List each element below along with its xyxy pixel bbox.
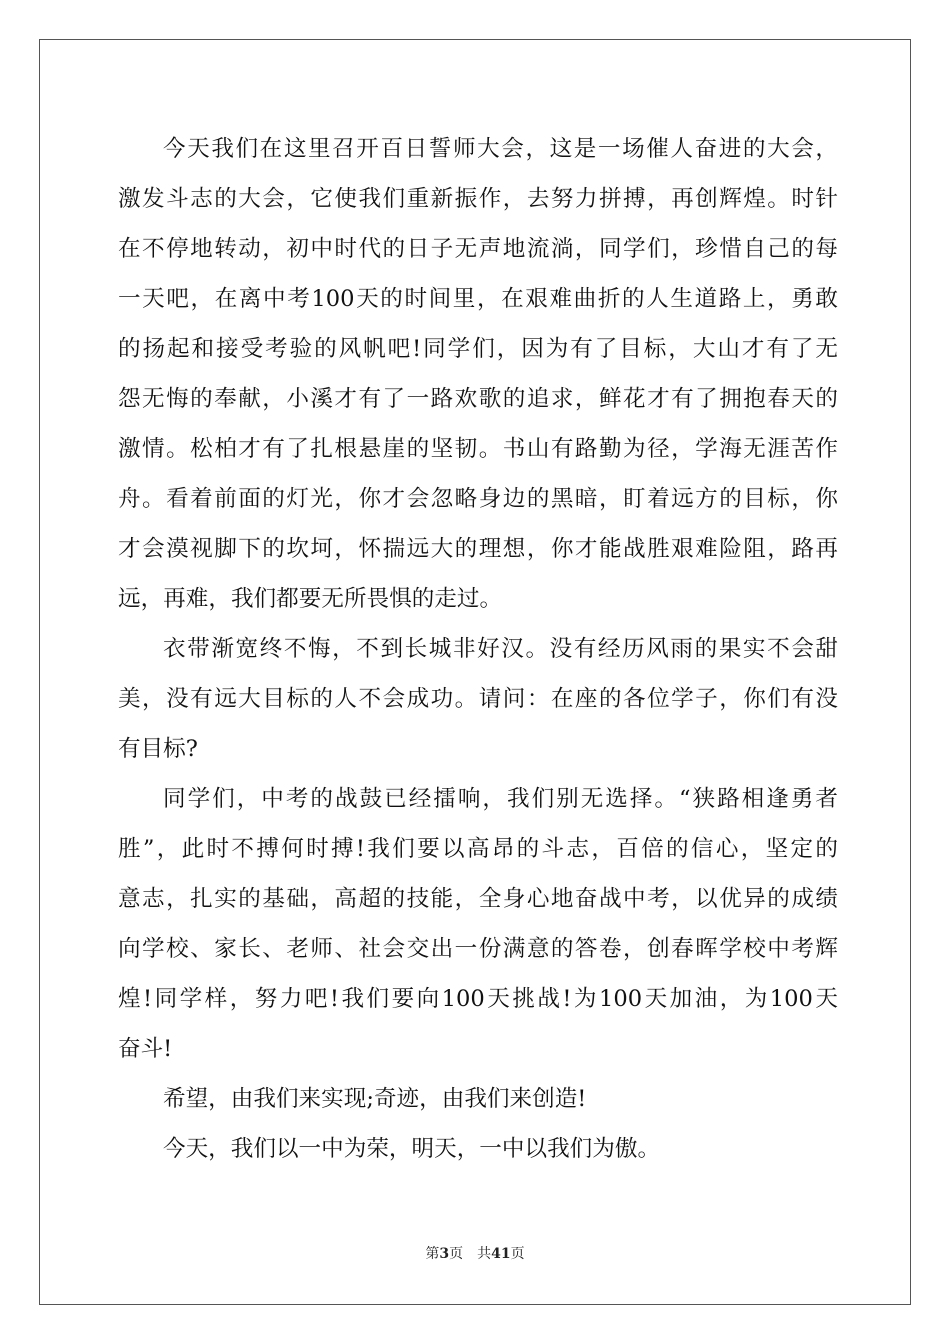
paragraph-1-line-9: 才会漠视脚下的坎坷，怀揣远大的理想，你才能战胜艰难险阻，路再 xyxy=(118,536,838,562)
paragraph-1-line-10: 远，再难，我们都要无所畏惧的走过。 xyxy=(118,586,503,612)
page-footer xyxy=(0,1244,950,1264)
footer-total-pages: 41 xyxy=(491,1246,511,1262)
paragraph-3-line-5: 煌!同学样，努力吧!我们要向100天挑战!为100天加油，为100天 xyxy=(118,986,838,1012)
paragraph-3-line-6: 奋斗! xyxy=(118,1036,173,1062)
paragraph-3-line-2: 胜”，此时不搏何时搏!我们要以高昂的斗志，百倍的信心，坚定的 xyxy=(118,836,838,862)
paragraph-2-line-3: 有目标? xyxy=(118,736,198,762)
paragraph-1-line-3: 在不停地转动，初中时代的日子无声地流淌，同学们，珍惜自己的每 xyxy=(118,236,838,262)
footer-total-suffix: 页 xyxy=(510,1246,525,1262)
paragraph-1-line-8: 舟。看着前面的灯光，你才会忽略身边的黑暗，盯着远方的目标，你 xyxy=(118,486,838,512)
page-border xyxy=(39,39,911,1305)
paragraph-3-line-1: 同学们，中考的战鼓已经擂响，我们别无选择。“狭路相逢勇者 xyxy=(163,786,838,812)
footer-total-prefix: 共 xyxy=(477,1246,492,1262)
paragraph-1-line-6: 怨无悔的奉献，小溪才有了一路欢歌的追求，鲜花才有了拥抱春天的 xyxy=(118,386,838,412)
footer-page-suffix: 页 xyxy=(449,1246,464,1262)
footer-page-number: 3 xyxy=(439,1246,450,1262)
paragraph-1-line-2: 激发斗志的大会，它使我们重新振作，去努力拼搏，再创辉煌。时针 xyxy=(118,186,838,212)
paragraph-1-line-4: 一天吧，在离中考100天的时间里，在艰难曲折的人生道路上，勇敢 xyxy=(118,286,838,312)
paragraph-1-line-1: 今天我们在这里召开百日誓师大会，这是一场催人奋进的大会， xyxy=(163,136,838,162)
paragraph-3-line-3: 意志，扎实的基础，高超的技能，全身心地奋战中考，以优异的成绩 xyxy=(118,886,838,912)
footer-prefix: 第 xyxy=(425,1246,440,1262)
paragraph-5-line-1: 今天，我们以一中为荣，明天，一中以我们为傲。 xyxy=(163,1136,661,1162)
paragraph-1-line-5: 的扬起和接受考验的风帆吧!同学们，因为有了目标，大山才有了无 xyxy=(118,336,838,362)
paragraph-1-line-7: 激情。松柏才有了扎根悬崖的坚韧。书山有路勤为径，学海无涯苦作 xyxy=(118,436,838,462)
paragraph-4-line-1: 希望，由我们来实现;奇迹，由我们来创造! xyxy=(163,1086,587,1112)
paragraph-3-line-4: 向学校、家长、老师、社会交出一份满意的答卷，创春晖学校中考辉 xyxy=(118,936,838,962)
paragraph-2-line-1: 衣带渐宽终不悔，不到长城非好汉。没有经历风雨的果实不会甜 xyxy=(163,636,838,662)
paragraph-2-line-2: 美，没有远大目标的人不会成功。请问：在座的各位学子，你们有没 xyxy=(118,686,838,712)
